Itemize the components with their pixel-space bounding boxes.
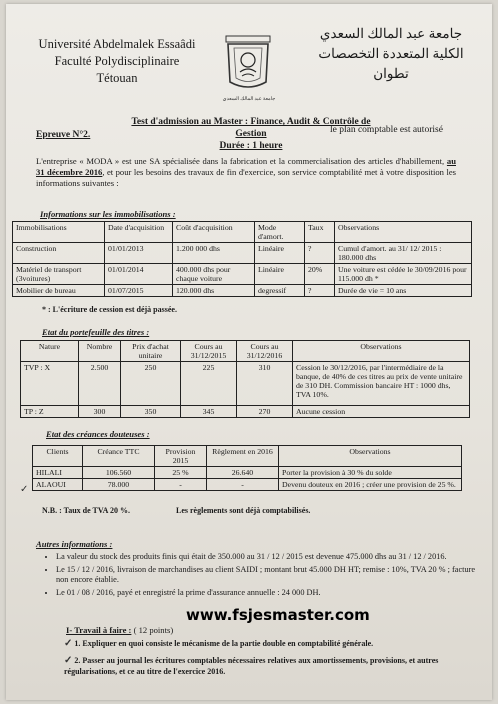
table-cell: Cumul d'amort. au 31/ 12/ 2015 : 180.000 dhs: [335, 243, 472, 264]
titres-heading: Etat du portefeuille des titres :: [42, 327, 150, 337]
immobilisations-table: [12, 221, 472, 297]
exam-duration: Durée : 1 heure: [219, 141, 283, 151]
column-header: Règlement en 2016: [207, 446, 279, 467]
university-name: Université Abdelmalek Essaâdi: [38, 37, 196, 51]
column-header: Observations: [335, 222, 472, 243]
autres-heading: [36, 539, 112, 549]
table-cell: Cession le 30/12/2016, par l'intermédiaire de la banque, de 40% de ces titres au prix de vente unitaire de 310 DH. Commission bancaire HT : 1000 dhs, TVA 10%.: [293, 362, 470, 406]
faculty-name-ar: الكلية المتعددة التخصصات: [318, 46, 464, 61]
university-header-ar: [296, 24, 486, 84]
column-header: Prix d'achat unitaire: [121, 341, 181, 362]
column-header: Taux: [305, 222, 335, 243]
table-cell: 345: [181, 406, 237, 418]
table-cell: 01/07/2015: [105, 285, 173, 297]
table-cell: Linéaire: [255, 243, 305, 264]
table-cell: 01/01/2014: [105, 264, 173, 285]
table-cell: Une voiture est cédée le 30/09/2016 pour 115.000 dh *: [335, 264, 472, 285]
table-cell: 400.000 dhs pour chaque voiture: [173, 264, 255, 285]
column-header: Observations: [279, 446, 462, 467]
table-cell: 25 %: [155, 467, 207, 479]
column-header: Coût d'acquisition: [173, 222, 255, 243]
check-mark-icon: ✓: [20, 484, 29, 495]
column-header: Créance TTC: [83, 446, 155, 467]
table-header-row: [13, 222, 472, 243]
table-cell: 1.200 000 dhs: [173, 243, 255, 264]
titres-table: [20, 340, 470, 418]
logo-caption: جامعة عبد المالك السعدي: [222, 97, 276, 102]
table-cell: ?: [305, 243, 335, 264]
table-row: [13, 243, 472, 264]
table-cell: 225: [181, 362, 237, 406]
table-cell: degressif: [255, 285, 305, 297]
table-cell: Devenu douteux en 2016 ; créer une provision de 25 %.: [279, 479, 462, 491]
question-1: [64, 638, 464, 649]
table-cell: Porter la provision à 30 % du solde: [279, 467, 462, 479]
column-header: Mode d'amort.: [255, 222, 305, 243]
table-cell: ?: [305, 285, 335, 297]
travail-points: ( 12 points): [133, 625, 174, 635]
list-item: • Le 15 / 12 / 2016, livraison de marchandises au client SAIDI ; montant brut 45.000 DH HT; remise : 10%, TVA 20 % ; facture non encore établie.: [56, 565, 486, 586]
question-2-text: 2. Passer au journal les écritures comptables nécessaires relatives aux amortissements, provisions, et autres régularisations, et ce au titre de l'exercice 2016.: [64, 656, 439, 676]
table-row: [33, 479, 462, 491]
travail-heading: [66, 625, 173, 635]
table-cell: 270: [237, 406, 293, 418]
creances-heading: Etat des créances douteuses :: [46, 429, 150, 439]
table-cell: 350: [121, 406, 181, 418]
table-cell: Durée de vie = 10 ans: [335, 285, 472, 297]
table-row: [33, 467, 462, 479]
column-header: Nature: [21, 341, 79, 362]
table-cell: 250: [121, 362, 181, 406]
column-header: Immobilisations: [13, 222, 105, 243]
question-1-text: 1. Expliquer en quoi consiste le mécanisme de la partie double en comptabilité générale.: [74, 639, 374, 648]
table-cell: 26.640: [207, 467, 279, 479]
table-cell: Mobilier de bureau: [13, 285, 105, 297]
table-cell: -: [155, 479, 207, 491]
table-cell: 01/01/2013: [105, 243, 173, 264]
table-header-row: [21, 341, 470, 362]
table-row: [21, 362, 470, 406]
university-name-ar: جامعة عبد المالك السعدي: [319, 26, 463, 41]
table-cell: TVP : X: [21, 362, 79, 406]
university-header-fr: [32, 36, 202, 87]
check-mark-icon: ✓: [64, 655, 73, 666]
table-header-row: [33, 446, 462, 467]
table-cell: Matériel de transport (3voitures): [13, 264, 105, 285]
question-2: [64, 655, 464, 677]
exam-page: [6, 4, 492, 700]
university-logo: [218, 32, 278, 94]
table-cell: 310: [237, 362, 293, 406]
city-name-ar: تطوان: [373, 66, 409, 81]
intro-date: au 31 décembre 2016: [36, 156, 456, 177]
table-cell: 20%: [305, 264, 335, 285]
autres-heading-text: Autres informations :: [36, 539, 113, 549]
table-cell: Construction: [13, 243, 105, 264]
table-cell: TP : Z: [21, 406, 79, 418]
plan-comptable-note: le plan comptable est autorisé: [330, 125, 443, 135]
city-name: Tétouan: [96, 71, 138, 85]
table-cell: ALAOUI: [33, 479, 83, 491]
autres-list: [34, 552, 486, 600]
epreuve-label: Epreuve N°2.: [36, 130, 91, 140]
immobilisations-footnote: * : L'écriture de cession est déjà passée.: [42, 305, 177, 314]
column-header: Nombre: [79, 341, 121, 362]
table-cell: Aucune cession: [293, 406, 470, 418]
intro-part2: , et pour les besoins des travaux de fin d'exercice, son service comptabilité met à votre disposition les informations suivantes :: [36, 167, 456, 188]
table-cell: HILALI: [33, 467, 83, 479]
column-header: Provision 2015: [155, 446, 207, 467]
reglements-note: Les règlements sont déjà comptabilisés.: [176, 506, 311, 515]
table-cell: Linéaire: [255, 264, 305, 285]
immobilisations-heading: Informations sur les immobilisations :: [40, 209, 176, 219]
table-cell: 300: [79, 406, 121, 418]
table-cell: 106.560: [83, 467, 155, 479]
website-watermark: www.fsjesmaster.com: [186, 606, 370, 624]
intro-paragraph: [36, 156, 456, 189]
travail-title: I- Travail à faire :: [66, 625, 132, 635]
table-row: [21, 406, 470, 418]
faculty-name: Faculté Polydisciplinaire: [54, 54, 180, 68]
table-cell: 2.500: [79, 362, 121, 406]
list-item: • Le 01 / 08 / 2016, payé et enregistré la prime d'assurance annuelle : 24 000 DH.: [56, 588, 486, 599]
column-header: Date d'acquisition: [105, 222, 173, 243]
table-row: [13, 264, 472, 285]
table-cell: 120.000 dhs: [173, 285, 255, 297]
exam-title-line1: Test d'admission au Master : Finance, Audit & Contrôle de Gestion: [131, 117, 371, 139]
column-header: Cours au 31/12/2015: [181, 341, 237, 362]
column-header: Cours au 31/12/2016: [237, 341, 293, 362]
table-cell: 78.000: [83, 479, 155, 491]
table-cell: -: [207, 479, 279, 491]
column-header: Clients: [33, 446, 83, 467]
column-header: Observations: [293, 341, 470, 362]
check-mark-icon: ✓: [64, 638, 73, 649]
creances-table: [32, 445, 462, 491]
table-row: [13, 285, 472, 297]
tva-note: N.B. : Taux de TVA 20 %.: [42, 506, 130, 515]
intro-part1: L'entreprise « MODA » est une SA spécialisée dans la fabrication et la commercialisation des articles d'habillement,: [36, 156, 447, 166]
list-item: • La valeur du stock des produits finis qui était de 350.000 au 31 / 12 / 2015 est devenue 475.000 dhs au 31 / 12 / 2016.: [56, 552, 486, 563]
